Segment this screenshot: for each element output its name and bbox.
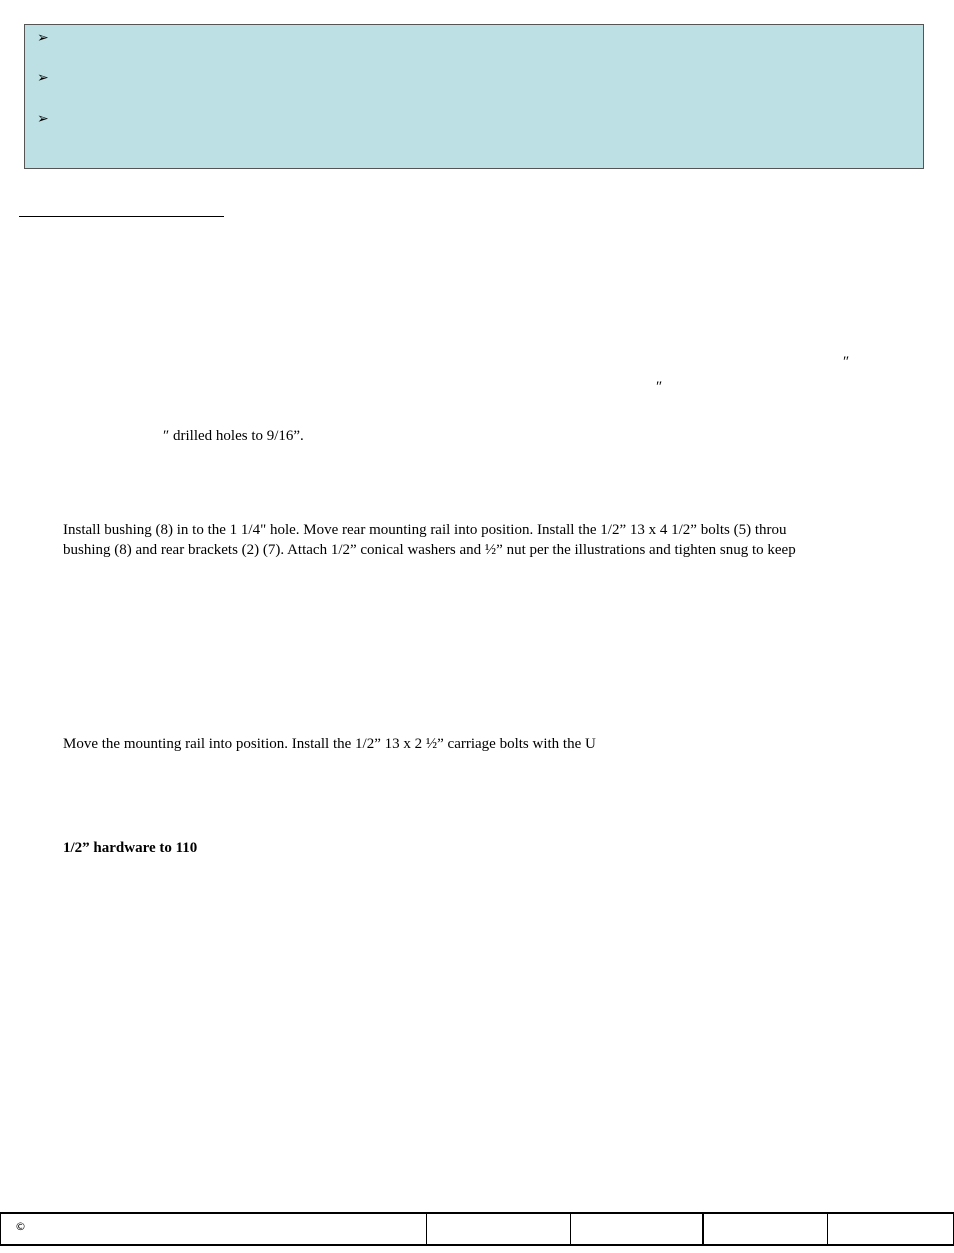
copyright-symbol: © xyxy=(15,1220,26,1233)
bullet-arrow-icon: ➢ xyxy=(37,31,49,46)
footer-cell-copyright xyxy=(0,1214,427,1244)
footer-cell xyxy=(571,1214,704,1244)
section-heading-underline xyxy=(19,216,224,217)
bullet-arrow-icon: ➢ xyxy=(37,112,49,127)
bushing-step-line-1: Install bushing (8) in to the 1 1/4" hole. Move rear mounting rail into position. Install the 1/2” 13 x 4 1/2” bolts (5) throu xyxy=(63,522,787,538)
torque-note: 1/2” hardware to 110 xyxy=(63,840,198,856)
drilled-holes-text: ″ drilled holes to 9/16”. xyxy=(163,428,304,444)
inch-mark: ″ xyxy=(843,354,850,370)
footer-table xyxy=(0,1212,954,1246)
note-box xyxy=(24,24,924,169)
bushing-step-line-2: bushing (8) and rear brackets (2) (7). Attach 1/2” conical washers and ½” nut per the illustrations and tighten snug to keep xyxy=(63,542,796,558)
bullet-arrow-icon: ➢ xyxy=(37,71,49,86)
mounting-rail-step: Move the mounting rail into position. Install the 1/2” 13 x 2 ½” carriage bolts with the U xyxy=(63,736,596,752)
footer-cell xyxy=(704,1214,828,1244)
footer-cell xyxy=(828,1214,954,1244)
inch-mark: ″ xyxy=(656,379,663,395)
footer-cell xyxy=(427,1214,571,1244)
